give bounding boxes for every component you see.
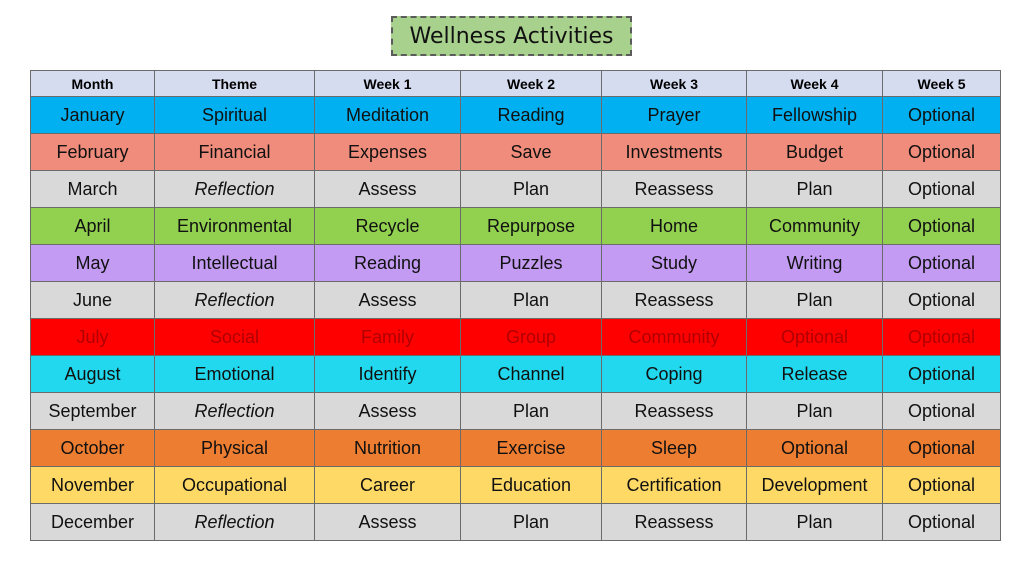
table-row [31, 504, 1001, 541]
week-4-cell: Budget [747, 134, 883, 171]
week-4-cell: Plan [747, 504, 883, 541]
week-2-cell: Save [461, 134, 602, 171]
theme-cell: Reflection [155, 171, 315, 208]
week-5-cell: Optional [883, 171, 1001, 208]
column-header-theme: Theme [155, 71, 315, 97]
week-5-cell: Optional [883, 282, 1001, 319]
week-4-cell: Writing [747, 245, 883, 282]
week-2-cell: Plan [461, 504, 602, 541]
theme-cell: Reflection [155, 282, 315, 319]
theme-cell: Environmental [155, 208, 315, 245]
month-cell: June [31, 282, 155, 319]
week-3-cell: Certification [602, 467, 747, 504]
week-5-cell: Optional [883, 467, 1001, 504]
week-4-cell: Community [747, 208, 883, 245]
week-4-cell: Optional [747, 319, 883, 356]
week-3-cell: Prayer [602, 97, 747, 134]
week-5-cell: Optional [883, 319, 1001, 356]
week-1-cell: Expenses [315, 134, 461, 171]
week-5-cell: Optional [883, 504, 1001, 541]
week-1-cell: Assess [315, 504, 461, 541]
week-2-cell: Education [461, 467, 602, 504]
week-4-cell: Fellowship [747, 97, 883, 134]
page-title: Wellness Activities [391, 16, 632, 56]
week-5-cell: Optional [883, 245, 1001, 282]
week-1-cell: Reading [315, 245, 461, 282]
month-cell: September [31, 393, 155, 430]
week-4-cell: Plan [747, 282, 883, 319]
month-cell: November [31, 467, 155, 504]
week-5-cell: Optional [883, 430, 1001, 467]
week-2-cell: Channel [461, 356, 602, 393]
week-5-cell: Optional [883, 97, 1001, 134]
week-2-cell: Repurpose [461, 208, 602, 245]
week-5-cell: Optional [883, 208, 1001, 245]
week-1-cell: Nutrition [315, 430, 461, 467]
theme-cell: Reflection [155, 393, 315, 430]
week-2-cell: Group [461, 319, 602, 356]
week-3-cell: Sleep [602, 430, 747, 467]
column-header-week-2: Week 2 [461, 71, 602, 97]
week-2-cell: Plan [461, 282, 602, 319]
week-3-cell: Home [602, 208, 747, 245]
table-row [31, 171, 1001, 208]
column-header-month: Month [31, 71, 155, 97]
week-1-cell: Career [315, 467, 461, 504]
week-3-cell: Coping [602, 356, 747, 393]
week-4-cell: Optional [747, 430, 883, 467]
theme-cell: Occupational [155, 467, 315, 504]
theme-cell: Reflection [155, 504, 315, 541]
column-header-week-3: Week 3 [602, 71, 747, 97]
theme-cell: Emotional [155, 356, 315, 393]
table-row [31, 319, 1001, 356]
month-cell: April [31, 208, 155, 245]
theme-cell: Intellectual [155, 245, 315, 282]
table-row [31, 245, 1001, 282]
week-3-cell: Reassess [602, 393, 747, 430]
week-4-cell: Development [747, 467, 883, 504]
week-1-cell: Family [315, 319, 461, 356]
month-cell: July [31, 319, 155, 356]
week-1-cell: Meditation [315, 97, 461, 134]
theme-cell: Social [155, 319, 315, 356]
month-cell: August [31, 356, 155, 393]
week-2-cell: Exercise [461, 430, 602, 467]
theme-cell: Spiritual [155, 97, 315, 134]
week-1-cell: Recycle [315, 208, 461, 245]
week-1-cell: Assess [315, 282, 461, 319]
week-5-cell: Optional [883, 134, 1001, 171]
theme-cell: Physical [155, 430, 315, 467]
week-1-cell: Assess [315, 171, 461, 208]
week-3-cell: Investments [602, 134, 747, 171]
week-5-cell: Optional [883, 393, 1001, 430]
month-cell: March [31, 171, 155, 208]
table-row [31, 208, 1001, 245]
table-row [31, 430, 1001, 467]
month-cell: February [31, 134, 155, 171]
table-row [31, 467, 1001, 504]
month-cell: October [31, 430, 155, 467]
week-3-cell: Community [602, 319, 747, 356]
column-header-week-5: Week 5 [883, 71, 1001, 97]
wellness-table [30, 70, 1001, 541]
column-header-week-4: Week 4 [747, 71, 883, 97]
week-2-cell: Reading [461, 97, 602, 134]
table-row [31, 393, 1001, 430]
week-4-cell: Plan [747, 393, 883, 430]
week-5-cell: Optional [883, 356, 1001, 393]
table-row [31, 97, 1001, 134]
week-3-cell: Reassess [602, 171, 747, 208]
week-3-cell: Reassess [602, 504, 747, 541]
table-row [31, 356, 1001, 393]
week-1-cell: Identify [315, 356, 461, 393]
week-2-cell: Plan [461, 393, 602, 430]
week-3-cell: Reassess [602, 282, 747, 319]
month-cell: January [31, 97, 155, 134]
week-3-cell: Study [602, 245, 747, 282]
week-1-cell: Assess [315, 393, 461, 430]
month-cell: May [31, 245, 155, 282]
week-2-cell: Puzzles [461, 245, 602, 282]
week-4-cell: Plan [747, 171, 883, 208]
week-2-cell: Plan [461, 171, 602, 208]
week-4-cell: Release [747, 356, 883, 393]
table-row [31, 134, 1001, 171]
table-row [31, 282, 1001, 319]
theme-cell: Financial [155, 134, 315, 171]
header-row [31, 71, 1001, 97]
month-cell: December [31, 504, 155, 541]
column-header-week-1: Week 1 [315, 71, 461, 97]
